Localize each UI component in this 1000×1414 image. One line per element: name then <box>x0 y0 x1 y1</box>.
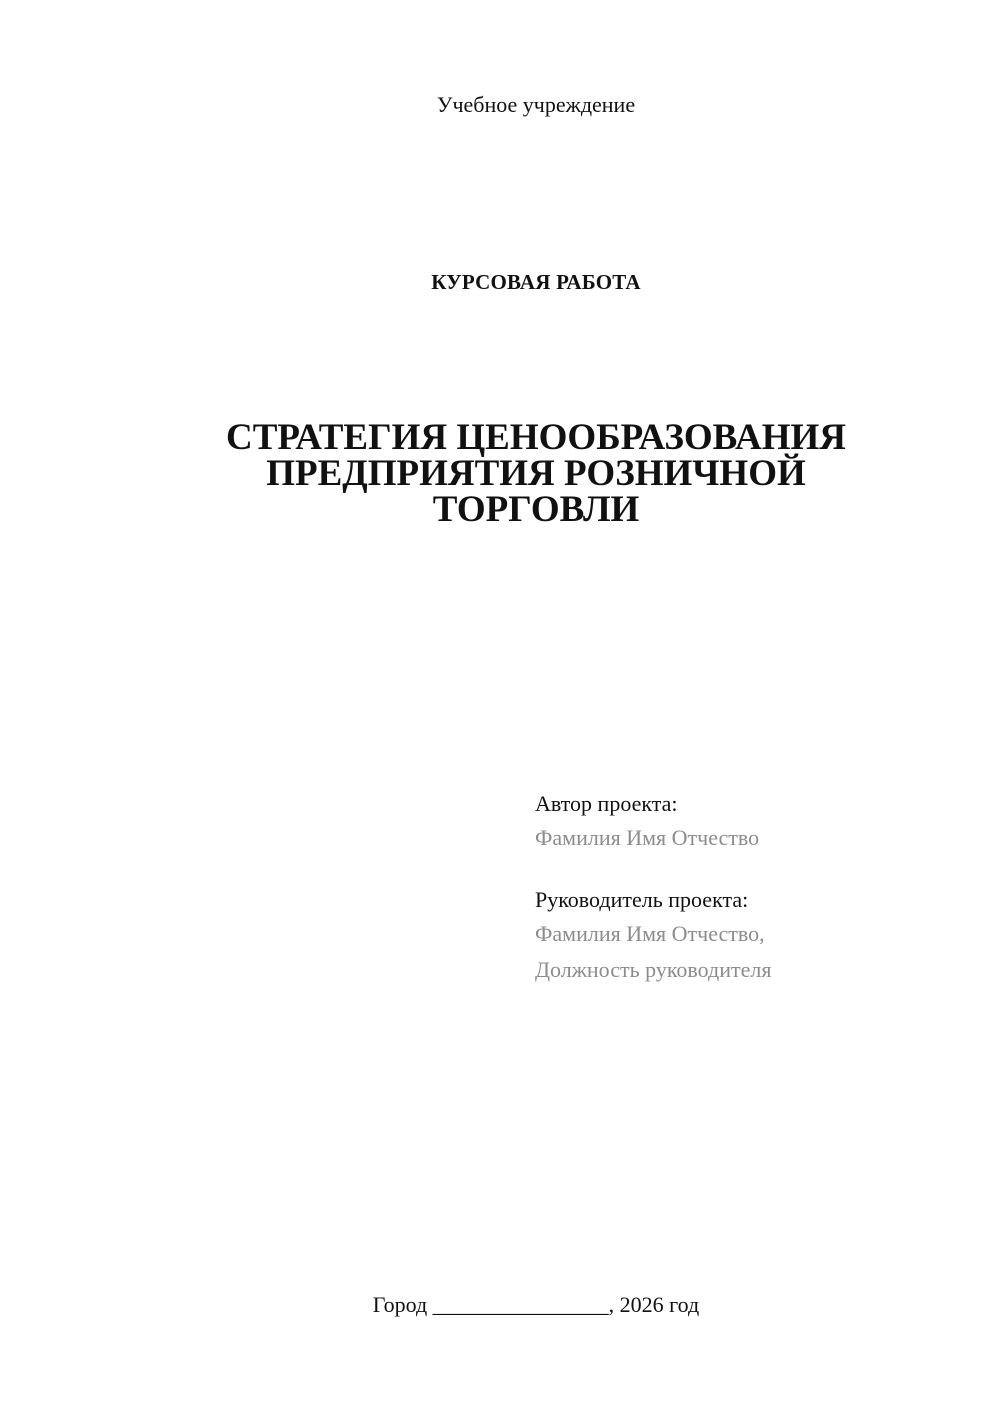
author-label: Автор проекта: <box>535 791 678 816</box>
supervisor-label: Руководитель проекта: <box>535 887 749 912</box>
document-type: КУРСОВАЯ РАБОТА <box>431 270 641 294</box>
author-name: Фамилия Имя Отчество <box>535 825 760 850</box>
signature-block <box>535 788 975 1016</box>
city-year-line: Город ________________, 2026 год <box>372 1292 700 1317</box>
supervisor-position: Должность руководителя <box>535 957 772 982</box>
supervisor-name: Фамилия Имя Отчество, <box>535 921 765 946</box>
title-line: ТОРГОВЛИ <box>432 489 640 530</box>
document-title <box>200 417 872 530</box>
author-block <box>535 788 975 856</box>
supervisor-block <box>535 884 975 988</box>
title-line: СТРАТЕГИЯ ЦЕНООБРАЗОВАНИЯ <box>226 417 846 458</box>
institution-name: Учебное учреждение <box>436 92 636 117</box>
title-line: ПРЕДПРИЯТИЯ РОЗНИЧНОЙ <box>266 453 806 494</box>
